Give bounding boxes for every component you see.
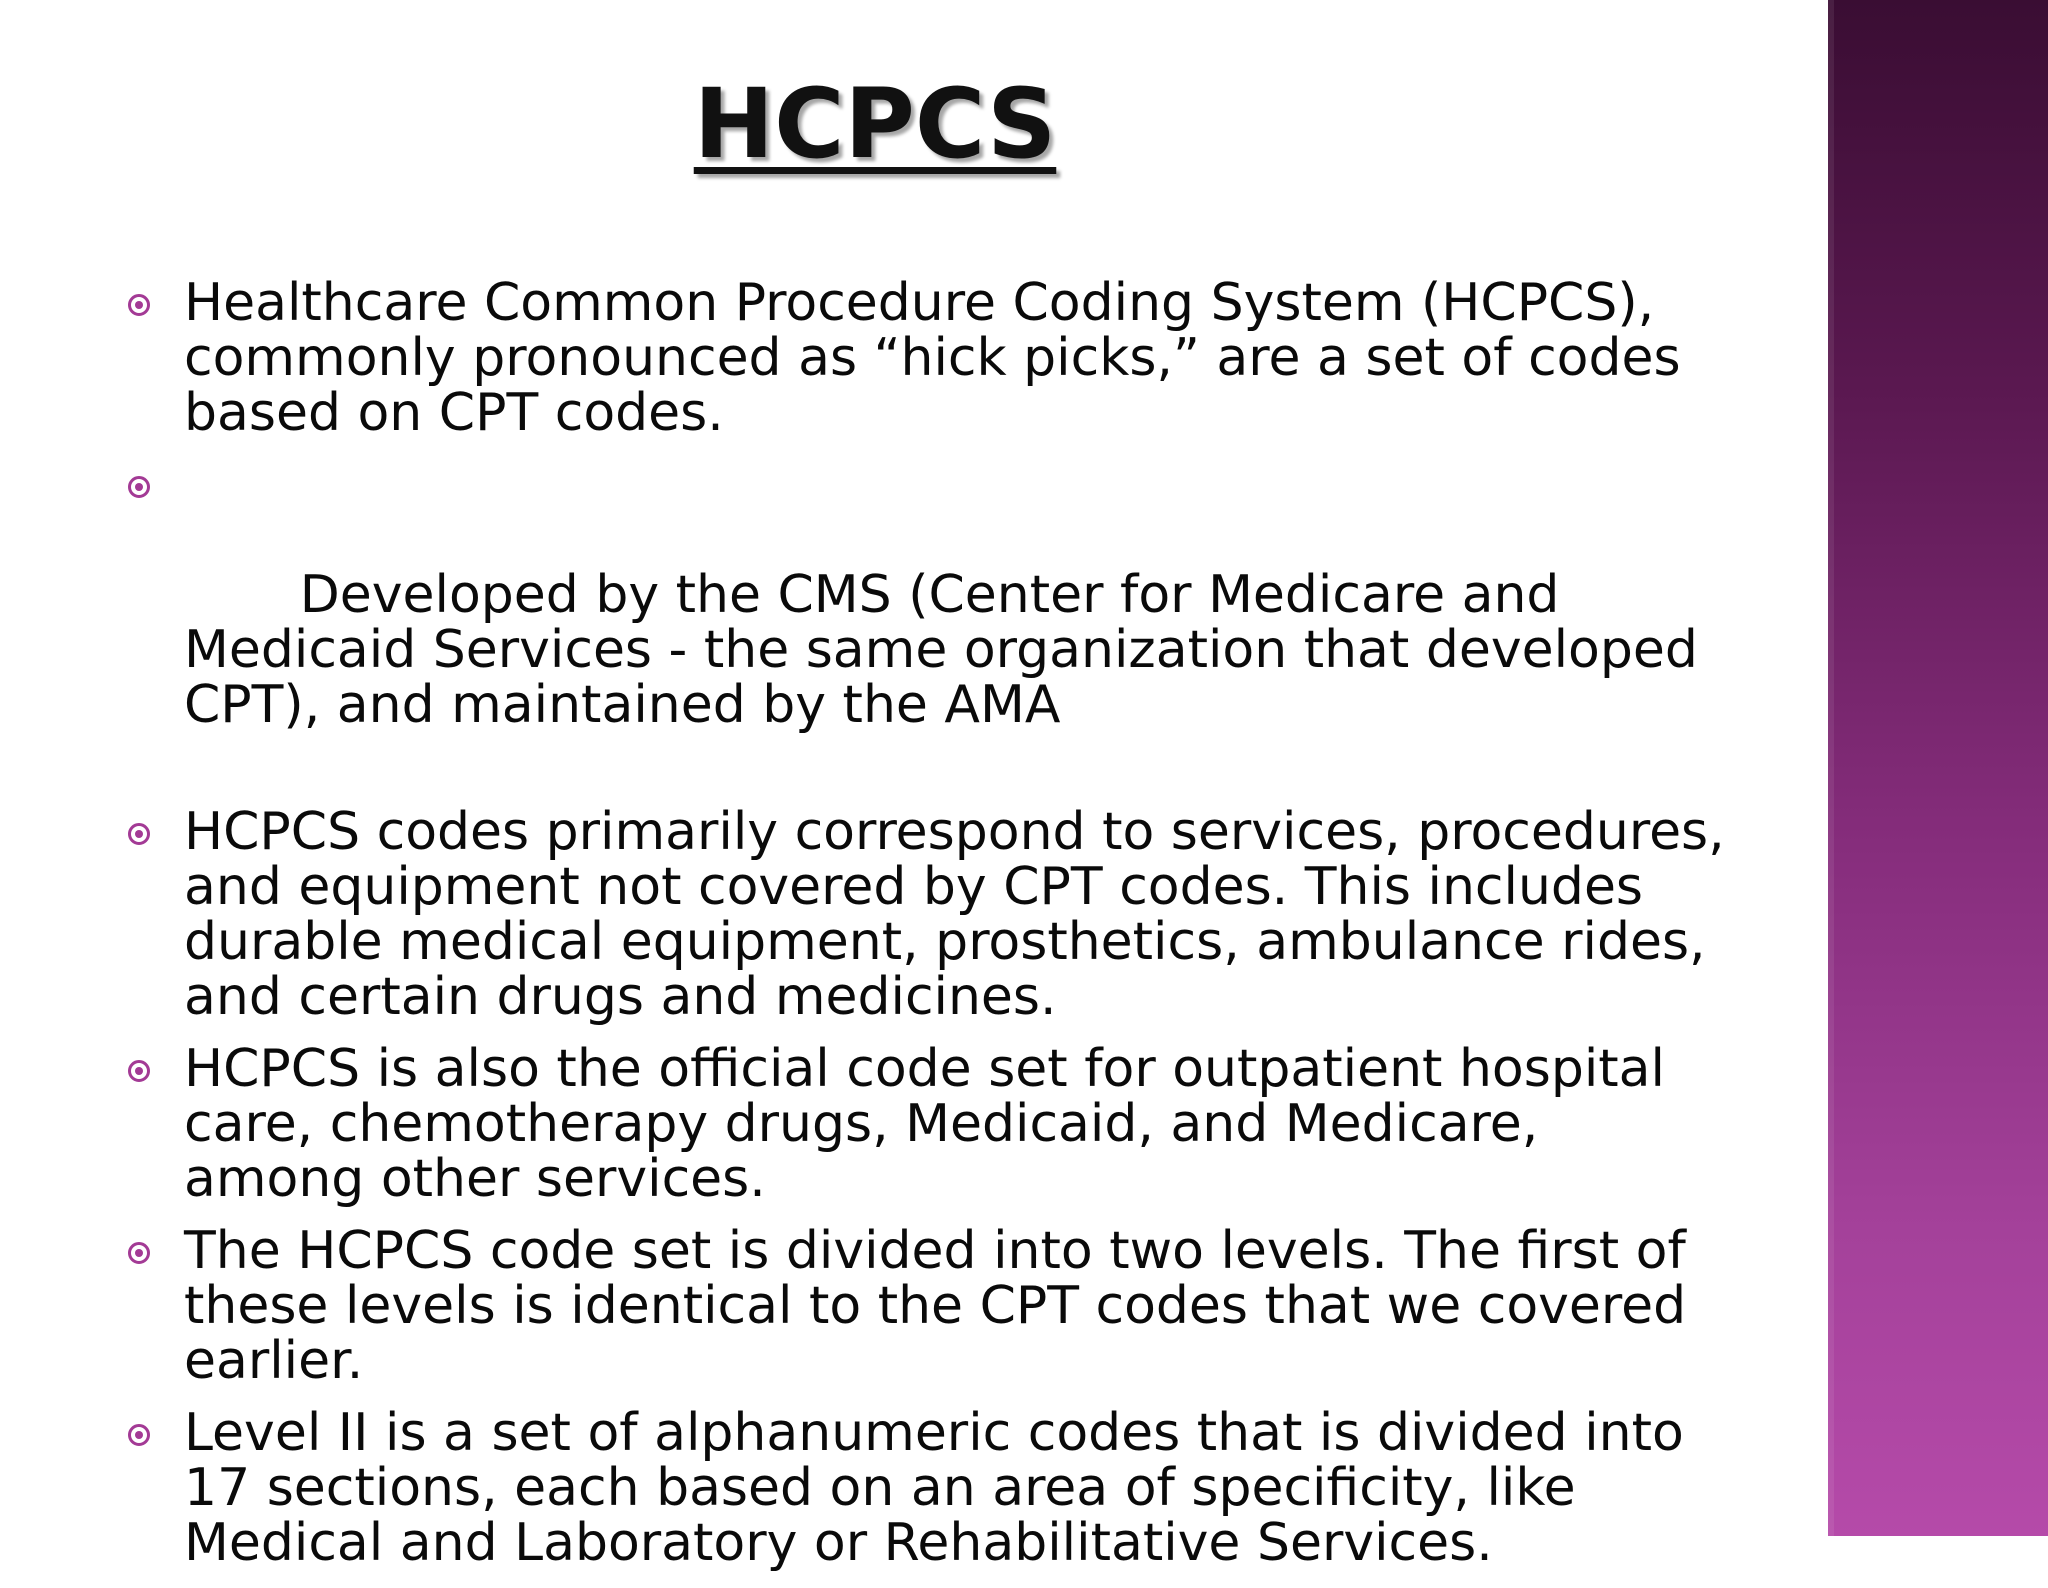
bullet-item-1 (128, 273, 1728, 443)
circled-dot-bullet-icon (128, 294, 150, 316)
bullet-text: Developed by the CMS (Center for Medicare and Medicaid Services - the same organization that developed CPT), and maintained by the AMA (184, 565, 1715, 735)
bullet-text: Level II is a set of alphanumeric codes that is divided into 17 sections, each based on an area of specificity, like Medical and Laboratory or Rehabilitative Services. (184, 1403, 1684, 1573)
bullet-item-5 (128, 1221, 1728, 1391)
bullet-item-3 (128, 802, 1728, 1027)
bullet-item-4 (128, 1039, 1728, 1209)
bullet-text: HCPCS codes primarily correspond to services, procedures, and equipment not covered by CPT codes. This includes durable medical equipment, prosthetics, ambulance rides, and certain drugs and medicines. (184, 802, 1725, 1027)
decorative-side-bar (1828, 0, 2048, 1536)
slide-title-text: HCPCS (693, 68, 1057, 180)
circled-dot-bullet-icon (128, 1060, 150, 1082)
bullet-text: The HCPCS code set is divided into two levels. The first of these levels is identical to the CPT codes that we covered earlier. (184, 1221, 1687, 1391)
circled-dot-bullet-icon (128, 1242, 150, 1264)
circled-dot-bullet-icon (128, 1424, 150, 1446)
slide-title (0, 68, 1750, 180)
bullet-text: Healthcare Common Procedure Coding System (HCPCS), commonly pronounced as “hick picks,” are a set of codes based on CPT codes. (184, 273, 1681, 443)
bullet-list (128, 273, 1728, 1588)
bullet-item-2 (128, 458, 1728, 788)
circled-dot-bullet-icon (128, 823, 150, 845)
bullet-item-6 (128, 1403, 1728, 1573)
circled-dot-bullet-icon (128, 476, 150, 498)
bullet-text: HCPCS is also the official code set for outpatient hospital care, chemotherapy drugs, Medicaid, and Medicare, among other services. (184, 1039, 1665, 1209)
